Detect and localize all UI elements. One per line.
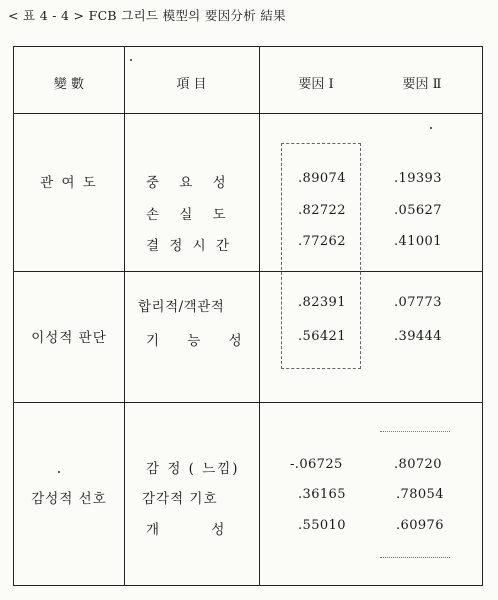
row-divider <box>14 402 482 403</box>
factor-2-value: .39444 <box>394 329 442 344</box>
factor-2-value: .60976 <box>396 518 444 533</box>
item-label: 중 요 성 <box>146 175 234 191</box>
factor-2-value: .07773 <box>394 295 442 310</box>
factor-2-value: .80720 <box>394 457 442 472</box>
factor-analysis-table <box>13 46 483 586</box>
factor-2-value: .19393 <box>394 171 442 186</box>
row-divider <box>14 271 482 272</box>
factor-1-value: .89074 <box>298 171 346 186</box>
header-variable: 變 數 <box>53 77 85 92</box>
factor-1-value: .77262 <box>298 234 346 249</box>
factor-1-value: -.06725 <box>290 457 343 472</box>
header-item: 項 目 <box>176 77 207 92</box>
row-divider <box>14 113 482 114</box>
column-divider <box>124 47 125 585</box>
item-label: 감각적 기호 <box>142 491 218 507</box>
item-label: 개 성 <box>146 522 249 538</box>
column-divider <box>259 47 260 585</box>
factor-2-value: .78054 <box>396 487 444 502</box>
group-label-emotional-preference: 감성적 선호 <box>31 491 107 507</box>
header-factor-1: 要因 Ⅰ <box>298 77 334 92</box>
factor-2-highlight-top <box>380 431 450 432</box>
factor-1-value: .55010 <box>298 518 346 533</box>
speck <box>58 471 60 473</box>
factor-1-value: .36165 <box>298 487 346 502</box>
header-factor-2: 要因 Ⅱ <box>402 77 442 92</box>
item-label: 손 실 도 <box>146 207 234 223</box>
item-label: 합리적/객관적 <box>138 299 225 315</box>
factor-1-value: .56421 <box>298 329 346 344</box>
item-label: 감 정 ( 느낌) <box>146 461 240 477</box>
factor-2-value: .41001 <box>394 234 442 249</box>
factor-1-value: .82722 <box>298 203 346 218</box>
factor-2-highlight-bottom <box>380 557 450 558</box>
factor-1-highlight-box <box>281 143 361 369</box>
group-label-rational-judgment: 이성적 판단 <box>31 330 107 346</box>
group-label-involvement: 관 여 도 <box>40 175 98 191</box>
speck <box>430 127 432 129</box>
factor-1-value: .82391 <box>298 295 346 310</box>
factor-2-value: .05627 <box>394 203 442 218</box>
speck <box>130 59 132 61</box>
item-label: 기 능 성 <box>146 333 254 349</box>
item-label: 결 정 시 간 <box>146 238 233 254</box>
table-caption: < 표 4 - 4 > FCB 그리드 模型의 要因分析 結果 <box>8 8 286 23</box>
